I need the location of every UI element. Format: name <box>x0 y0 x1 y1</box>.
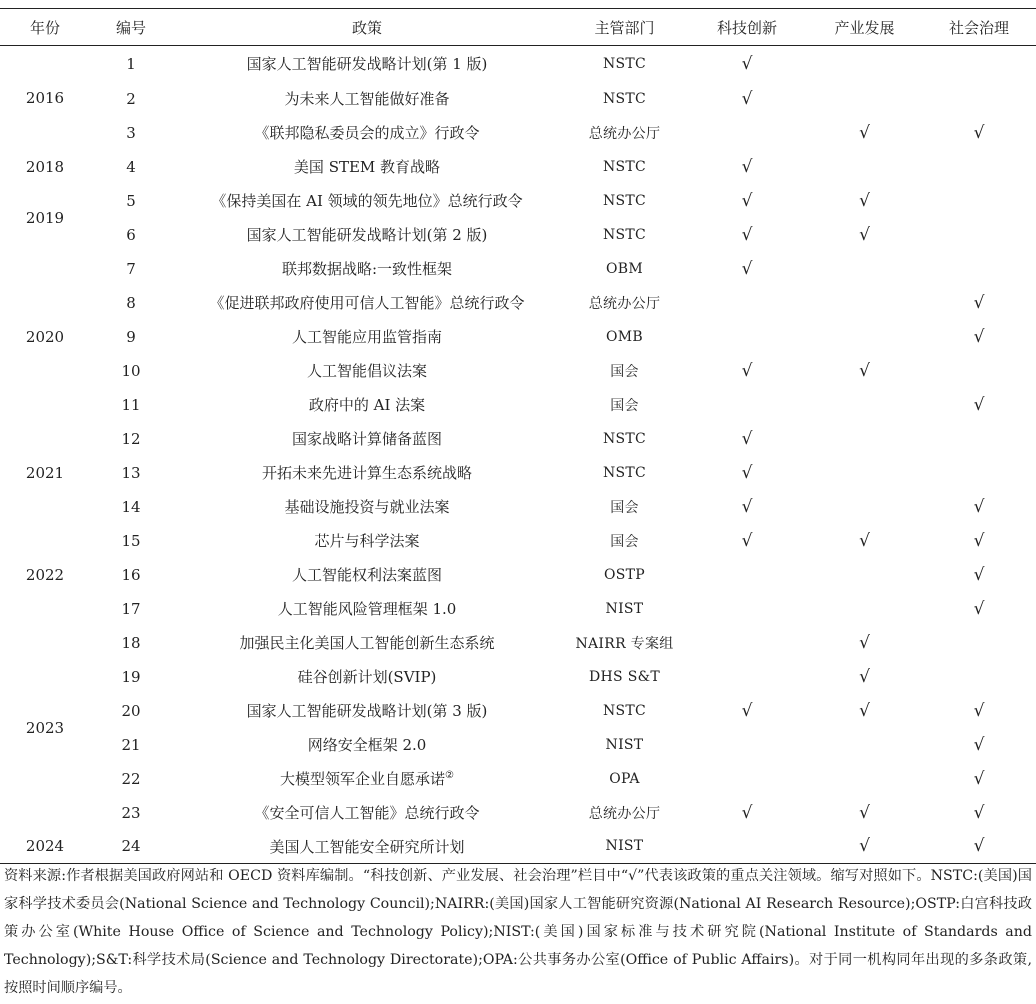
dept-cell: 总统办公厅 <box>588 805 661 822</box>
policy-name: 开拓未来先进计算生态系统战略 <box>261 464 472 482</box>
dept-cell: OBM <box>605 260 643 277</box>
dept-cell: 国会 <box>610 397 639 414</box>
table-row <box>0 46 1036 82</box>
gov-cell <box>922 660 1036 694</box>
policy-name: 《安全可信人工智能》总统行政令 <box>254 804 480 822</box>
table-row <box>0 150 1036 184</box>
gov-cell <box>922 830 1036 864</box>
tech-cell <box>687 422 807 456</box>
check-mark-icon: √ <box>741 530 753 551</box>
dept-cell: 总统办公厅 <box>588 295 661 312</box>
industry-cell <box>807 388 922 422</box>
tech-cell <box>687 46 807 82</box>
gov-cell <box>922 524 1036 558</box>
gov-cell <box>922 558 1036 592</box>
policy-cell <box>172 592 562 626</box>
table-row <box>0 116 1036 150</box>
gov-cell <box>922 218 1036 252</box>
policy-name: 政府中的 AI 法案 <box>308 396 426 414</box>
tech-cell <box>687 796 807 830</box>
tech-cell <box>687 456 807 490</box>
table-row <box>0 286 1036 320</box>
dept-cell: OPA <box>609 770 640 787</box>
check-mark-icon: √ <box>973 836 985 857</box>
id-cell: 8 <box>126 293 136 312</box>
policy-name: 加强民主化美国人工智能创新生态系统 <box>239 634 495 652</box>
policy-cell <box>172 218 562 252</box>
dept-cell: 国会 <box>610 363 639 380</box>
check-mark-icon: √ <box>741 700 753 721</box>
id-cell: 1 <box>126 54 136 73</box>
policy-name: 芯片与科学法案 <box>314 532 420 550</box>
dept-cell: 国会 <box>610 533 639 550</box>
dept-cell: NSTC <box>602 702 647 719</box>
policy-name: 国家战略计算储备蓝图 <box>291 430 442 448</box>
tech-cell <box>687 762 807 796</box>
table-row <box>0 82 1036 116</box>
tech-cell <box>687 82 807 116</box>
gov-cell <box>922 796 1036 830</box>
id-cell: 4 <box>126 157 136 176</box>
check-mark-icon: √ <box>741 802 753 823</box>
tech-cell <box>687 592 807 626</box>
industry-cell <box>807 354 922 388</box>
id-cell: 20 <box>121 701 141 720</box>
header-gov: 社会治理 <box>922 9 1036 46</box>
check-mark-icon: √ <box>973 292 985 313</box>
table-row <box>0 456 1036 490</box>
id-cell: 10 <box>121 361 141 380</box>
check-mark-icon: √ <box>741 88 753 109</box>
check-mark-icon: √ <box>859 802 870 823</box>
check-mark-icon: √ <box>973 530 985 551</box>
tech-cell <box>687 694 807 728</box>
policy-name: 《促进联邦政府使用可信人工智能》总统行政令 <box>209 294 525 312</box>
dept-cell: NSTC <box>602 430 647 447</box>
policy-cell <box>172 116 562 150</box>
check-mark-icon: √ <box>973 598 985 619</box>
check-mark-icon: √ <box>741 428 753 449</box>
industry-cell <box>807 320 922 354</box>
policy-name: 基础设施投资与就业法案 <box>284 498 450 516</box>
gov-cell <box>922 150 1036 184</box>
dept-cell: NSTC <box>602 55 647 72</box>
policy-cell <box>172 422 562 456</box>
dept-cell: NAIRR 专案组 <box>575 635 674 652</box>
check-mark-icon: √ <box>741 190 753 211</box>
check-mark-icon: √ <box>741 224 753 245</box>
id-cell: 19 <box>121 667 141 686</box>
dept-cell: OMB <box>605 328 643 345</box>
policy-name: 联邦数据战略:一致性框架 <box>281 260 453 278</box>
tech-cell <box>687 150 807 184</box>
industry-cell <box>807 694 922 728</box>
dept-cell: 国会 <box>610 499 639 516</box>
year-cell: 2022 <box>25 565 65 584</box>
policy-name: 人工智能权利法案蓝图 <box>291 566 442 584</box>
dept-cell: DHS S&T <box>589 668 660 685</box>
gov-cell <box>922 116 1036 150</box>
gov-cell <box>922 286 1036 320</box>
header-year: 年份 <box>0 9 90 46</box>
year-cell: 2023 <box>25 718 65 737</box>
industry-cell <box>807 82 922 116</box>
industry-cell <box>807 490 922 524</box>
check-mark-icon: √ <box>859 360 870 381</box>
check-mark-icon: √ <box>973 496 985 517</box>
gov-cell <box>922 252 1036 286</box>
tech-cell <box>687 830 807 864</box>
policy-name: 《保持美国在 AI 领域的领先地位》总统行政令 <box>211 192 523 210</box>
check-mark-icon: √ <box>973 734 985 755</box>
id-cell: 23 <box>121 803 141 822</box>
dept-cell: 总统办公厅 <box>588 125 661 142</box>
check-mark-icon: √ <box>973 394 985 415</box>
check-mark-icon: √ <box>973 122 985 143</box>
policy-cell <box>172 830 562 864</box>
tech-cell <box>687 558 807 592</box>
gov-cell <box>922 694 1036 728</box>
check-mark-icon: √ <box>859 122 870 143</box>
check-mark-icon: √ <box>741 360 753 381</box>
policy-cell <box>172 252 562 286</box>
footnote-marker: ② <box>445 770 454 781</box>
policy-cell <box>172 46 562 82</box>
policy-name: 人工智能应用监管指南 <box>291 328 442 346</box>
gov-cell <box>922 728 1036 762</box>
policy-name: 国家人工智能研发战略计划(第 3 版) <box>246 702 488 720</box>
industry-cell <box>807 456 922 490</box>
check-mark-icon: √ <box>741 496 753 517</box>
table-row <box>0 320 1036 354</box>
id-cell: 13 <box>121 463 141 482</box>
table-row <box>0 354 1036 388</box>
id-cell: 24 <box>90 830 172 864</box>
check-mark-icon: √ <box>741 156 753 177</box>
header-dept: 主管部门 <box>562 9 687 46</box>
dept-cell: NSTC <box>602 158 647 175</box>
check-mark-icon: √ <box>859 836 870 857</box>
tech-cell <box>687 626 807 660</box>
policy-cell <box>172 490 562 524</box>
industry-cell <box>807 728 922 762</box>
gov-cell <box>922 354 1036 388</box>
policy-cell <box>172 286 562 320</box>
tech-cell <box>687 184 807 218</box>
gov-cell <box>922 184 1036 218</box>
id-cell: 14 <box>121 497 141 516</box>
gov-cell <box>922 82 1036 116</box>
id-cell: 15 <box>121 531 141 550</box>
policy-name: 人工智能风险管理框架 1.0 <box>277 600 457 618</box>
dept-cell: NSTC <box>602 192 647 209</box>
header-industry: 产业发展 <box>807 9 922 46</box>
table-row <box>0 660 1036 694</box>
id-cell: 9 <box>126 327 136 346</box>
check-mark-icon: √ <box>973 326 985 347</box>
policy-cell <box>172 660 562 694</box>
header-row <box>0 9 1036 46</box>
check-mark-icon: √ <box>859 632 870 653</box>
policy-cell <box>172 456 562 490</box>
tech-cell <box>687 286 807 320</box>
gov-cell <box>922 762 1036 796</box>
policy-cell <box>172 354 562 388</box>
table-row <box>0 728 1036 762</box>
check-mark-icon: √ <box>741 462 753 483</box>
table-row <box>0 694 1036 728</box>
gov-cell <box>922 490 1036 524</box>
industry-cell <box>807 252 922 286</box>
year-cell: 2024 <box>0 830 90 864</box>
tech-cell <box>687 218 807 252</box>
policy-name: 美国人工智能安全研究所计划 <box>269 837 465 856</box>
dept-cell: OSTP <box>603 566 646 583</box>
id-cell: 2 <box>126 89 136 108</box>
table-row <box>0 626 1036 660</box>
check-mark-icon: √ <box>973 768 985 789</box>
gov-cell <box>922 592 1036 626</box>
industry-cell <box>807 46 922 82</box>
table-row <box>0 388 1036 422</box>
tech-cell <box>687 388 807 422</box>
dept-cell: NIST <box>605 600 644 617</box>
gov-cell <box>922 456 1036 490</box>
id-cell: 5 <box>126 191 136 210</box>
industry-cell <box>807 286 922 320</box>
dept-cell: NSTC <box>602 90 647 107</box>
policy-name: 《联邦隐私委员会的成立》行政令 <box>254 124 480 142</box>
tech-cell <box>687 320 807 354</box>
policy-name: 硅谷创新计划(SVIP) <box>297 668 437 686</box>
table-row <box>0 490 1036 524</box>
industry-cell <box>807 218 922 252</box>
id-cell: 11 <box>121 395 141 414</box>
check-mark-icon: √ <box>741 258 753 279</box>
policy-cell <box>172 762 562 796</box>
check-mark-icon: √ <box>973 700 985 721</box>
year-cell: 2021 <box>25 463 65 482</box>
check-mark-icon: √ <box>859 530 870 551</box>
policy-cell <box>172 184 562 218</box>
industry-cell <box>807 830 922 864</box>
tech-cell <box>687 252 807 286</box>
tech-cell <box>687 524 807 558</box>
header-policy: 政策 <box>172 9 562 46</box>
table-row <box>0 830 1036 864</box>
policy-name: 人工智能倡议法案 <box>306 362 427 380</box>
table-row <box>0 762 1036 796</box>
industry-cell <box>807 150 922 184</box>
table-row <box>0 184 1036 218</box>
industry-cell <box>807 660 922 694</box>
industry-cell <box>807 422 922 456</box>
check-mark-icon: √ <box>973 802 985 823</box>
gov-cell <box>922 320 1036 354</box>
year-cell: 2018 <box>25 157 65 176</box>
year-cell: 2019 <box>25 208 65 227</box>
policy-cell <box>172 524 562 558</box>
industry-cell <box>807 592 922 626</box>
industry-cell <box>807 524 922 558</box>
policy-cell <box>172 388 562 422</box>
check-mark-icon: √ <box>859 666 870 687</box>
id-cell: 12 <box>121 429 141 448</box>
gov-cell <box>922 626 1036 660</box>
header-id: 编号 <box>90 9 172 46</box>
header-tech: 科技创新 <box>687 9 807 46</box>
gov-cell <box>922 388 1036 422</box>
industry-cell <box>807 796 922 830</box>
policy-name: 国家人工智能研发战略计划(第 1 版) <box>246 55 488 74</box>
id-cell: 16 <box>121 565 141 584</box>
table-row <box>0 796 1036 830</box>
check-mark-icon: √ <box>859 190 870 211</box>
table-row <box>0 558 1036 592</box>
gov-cell <box>922 422 1036 456</box>
gov-cell <box>922 46 1036 82</box>
id-cell: 6 <box>126 225 136 244</box>
dept-cell: NIST <box>605 736 644 753</box>
policy-name: 美国 STEM 教育战略 <box>293 158 441 176</box>
table-row <box>0 218 1036 252</box>
dept-cell: NSTC <box>602 464 647 481</box>
industry-cell <box>807 184 922 218</box>
policy-cell <box>172 558 562 592</box>
tech-cell <box>687 728 807 762</box>
table-row <box>0 422 1036 456</box>
check-mark-icon: √ <box>859 700 870 721</box>
tech-cell <box>687 660 807 694</box>
id-cell: 22 <box>121 769 141 788</box>
industry-cell <box>807 116 922 150</box>
check-mark-icon: √ <box>741 53 753 74</box>
dept-cell: NSTC <box>602 226 647 243</box>
tech-cell <box>687 354 807 388</box>
policy-cell <box>172 626 562 660</box>
policy-table <box>0 8 1036 864</box>
year-cell: 2016 <box>25 88 65 107</box>
source-note: 资料来源:作者根据美国政府网站和 OECD 资料库编制。“科技创新、产业发展、社会治理”栏目中“√”代表该政策的重点关注领域。缩写对照如下。NSTC:(美国)国家科学技术委员会(National Science and Technology Council);NAIRR:(美国)国家人工智能研究资源(National AI Research Resource);OSTP:白宫科技政策办公室(White House Office of Science and Technology Policy);NIST:(美国)国家标准与技术研究院(National Institute of Standards and Technology);S&T:科学技术局(Science and Technology Directorate);OPA:公共事务办公室(Office of Public Affairs)。对于同一机构同年出现的多条政策,按照时间顺序编号。 <box>4 868 1032 996</box>
policy-name: 为未来人工智能做好准备 <box>284 90 450 108</box>
policy-name: 大模型领军企业自愿承诺 <box>280 770 446 788</box>
industry-cell <box>807 626 922 660</box>
industry-cell <box>807 762 922 796</box>
year-cell: 2020 <box>25 327 65 346</box>
table-row <box>0 524 1036 558</box>
table-body <box>0 46 1036 864</box>
table-header <box>0 9 1036 46</box>
tech-cell <box>687 116 807 150</box>
policy-cell <box>172 82 562 116</box>
id-cell: 17 <box>121 599 141 618</box>
id-cell: 21 <box>121 735 141 754</box>
policy-cell <box>172 694 562 728</box>
tech-cell <box>687 490 807 524</box>
policy-name: 网络安全框架 2.0 <box>307 736 427 754</box>
id-cell: 3 <box>126 123 136 142</box>
check-mark-icon: √ <box>973 564 985 585</box>
table-row <box>0 252 1036 286</box>
policy-name: 国家人工智能研发战略计划(第 2 版) <box>246 226 488 244</box>
policy-cell <box>172 796 562 830</box>
dept-cell: NIST <box>562 830 687 864</box>
id-cell: 18 <box>121 633 141 652</box>
id-cell: 7 <box>126 259 136 278</box>
table-row <box>0 592 1036 626</box>
policy-cell <box>172 150 562 184</box>
industry-cell <box>807 558 922 592</box>
check-mark-icon: √ <box>859 224 870 245</box>
policy-cell <box>172 320 562 354</box>
policy-cell <box>172 728 562 762</box>
